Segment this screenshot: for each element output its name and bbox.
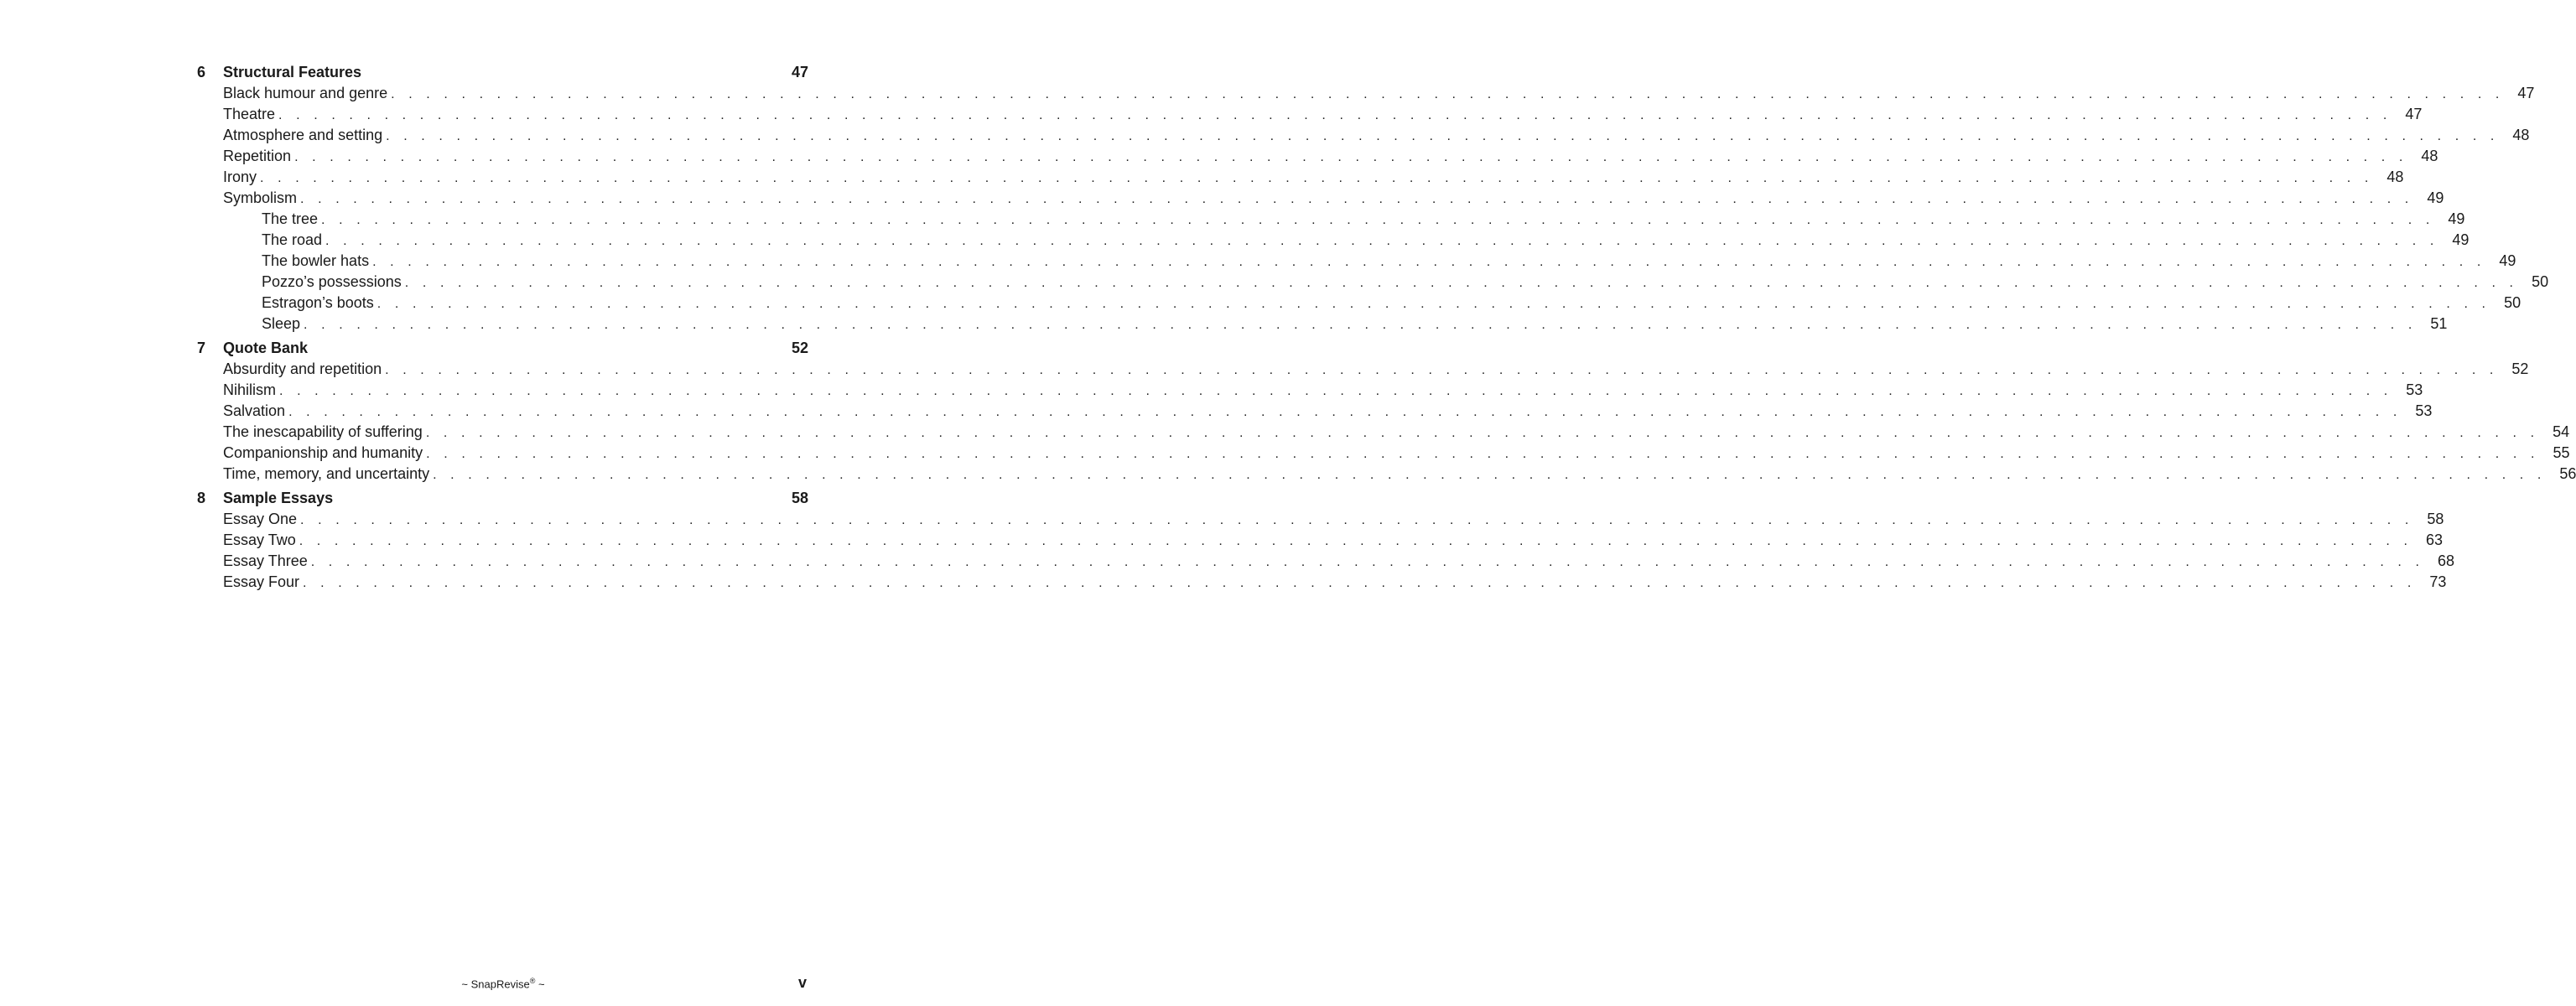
footer-suffix: ~ — [535, 977, 545, 991]
toc-entry[interactable] — [197, 443, 2570, 464]
dot-leader: . . . . . . . . . . . . . . . . . . . . . . . . . . . . . . . . . . . . . . . . . . . . . . . . . . . . . . . . . . . . . . . . . . . . . . . . . . . . . . . . . . . . . . . . . . . . . . . . . . . . . . . . . . . . . . . . . . . . . . . . — [294, 150, 2408, 164]
entry-page: 49 — [2448, 210, 2465, 227]
toc-subentry[interactable] — [197, 251, 2516, 272]
dot-leader: . . . . . . . . . . . . . . . . . . . . . . . . . . . . . . . . . . . . . . . . . . . . . . . . . . . . . . . . . . . . . . . . . . . . . . . . . . . . . . . . . . . . . . . . . . . . . . . . . . . . . . . . . . . . . . . . . . . . . . . . — [288, 405, 2402, 419]
entry-page: 47 — [2517, 85, 2535, 101]
chapter-page: 52 — [791, 340, 808, 356]
chapter-heading[interactable] — [197, 62, 808, 83]
entry-title: Theatre — [223, 106, 276, 122]
toc-chapter — [197, 488, 2455, 593]
dot-leader: . . . . . . . . . . . . . . . . . . . . . . . . . . . . . . . . . . . . . . . . . . . . . . . . . . . . . . . . . . . . . . . . . . . . . . . . . . . . . . . . . . . . . . . . . . . . . . . . . . . . . . . . . . . . . . . . . . . . . . . . — [325, 234, 2439, 248]
entry-page: 52 — [2511, 360, 2529, 377]
toc-entry[interactable] — [197, 83, 2535, 104]
dot-leader: . . . . . . . . . . . . . . . . . . . . . . . . . . . . . . . . . . . . . . . . . . . . . . . . . . . . . . . . . . . . . . . . . . . . . . . . . . . . . . . . . . . . . . . . . . . . . . . . . . . . . . . . . . . . . . . . . . . . . . . . — [304, 318, 2418, 332]
entry-page: 48 — [2421, 148, 2438, 164]
entry-page: 68 — [2438, 552, 2455, 569]
page-number: v — [798, 974, 808, 991]
dot-leader: . . . . . . . . . . . . . . . . . . . . . . . . . . . . . . . . . . . . . . . . . . . . . . . . . . . . . . . . . . . . . . . . . . . . . . . . . . . . . . . . . . . . . . . . . . . . . . . . . . . . . . . . . . . . . . . . . . . . . . . . — [300, 192, 2414, 206]
entry-page: 49 — [2427, 189, 2444, 206]
toc-entry[interactable] — [197, 551, 2455, 572]
chapter-title: Structural Features — [223, 64, 362, 80]
entry-title: The tree — [262, 210, 319, 227]
entry-title: Estragon’s boots — [262, 294, 374, 311]
entry-page: 49 — [2452, 231, 2470, 248]
chapter-page: 47 — [791, 64, 808, 80]
entry-title: Time, memory, and uncertainty — [223, 465, 430, 482]
toc-entry[interactable] — [197, 167, 2404, 188]
entry-title: The bowler hats — [262, 252, 370, 269]
dot-leader: . . . . . . . . . . . . . . . . . . . . . . . . . . . . . . . . . . . . . . . . . . . . . . . . . . . . . . . . . . . . . . . . . . . . . . . . . . . . . . . . . . . . . . . . . . . . . . . . . . . . . . . . . . . . . . . . . . . . . . . . — [386, 129, 2500, 143]
chapter-title: Quote Bank — [223, 340, 309, 356]
dot-leader: . . . . . . . . . . . . . . . . . . . . . . . . . . . . . . . . . . . . . . . . . . . . . . . . . . . . . . . . . . . . . . . . . . . . . . . . . . . . . . . . . . . . . . . . . . . . . . . . . . . . . . . . . . . . . . . . . . . . . . . . — [299, 534, 2413, 548]
chapter-number: 8 — [197, 490, 206, 506]
page-footer — [0, 972, 1006, 993]
entry-page: 48 — [2512, 127, 2530, 143]
dot-leader: . . . . . . . . . . . . . . . . . . . . . . . . . . . . . . . . . . . . . . . . . . . . . . . . . . . . . . . . . . . . . . . . . . . . . . . . . . . . . . . . . . . . . . . . . . . . . . . . . . . . . . . . . . . . . . . . . . . . . . . . — [279, 384, 2393, 398]
toc-entry[interactable] — [197, 359, 2529, 380]
dot-leader: . . . . . . . . . . . . . . . . . . . . . . . . . . . . . . . . . . . . . . . . . . . . . . . . . . . . . . . . . . . . . . . . . . . . . . . . . . . . . . . . . . . . . . . . . . . . . . . . . . . . . . . . . . . . . . . . . . . . . . . . — [391, 87, 2505, 101]
toc-entry[interactable] — [197, 509, 2444, 530]
dot-leader: . . . . . . . . . . . . . . . . . . . . . . . . . . . . . . . . . . . . . . . . . . . . . . . . . . . . . . . . . . . . . . . . . . . . . . . . . . . . . . . . . . . . . . . . . . . . . . . . . . . . . . . . . . . . . . . . . . . . . . . . — [426, 447, 2540, 461]
dot-leader: . . . . . . . . . . . . . . . . . . . . . . . . . . . . . . . . . . . . . . . . . . . . . . . . . . . . . . . . . . . . . . . . . . . . . . . . . . . . . . . . . . . . . . . . . . . . . . . . . . . . . . . . . . . . . . . . . . . . . . . . — [372, 255, 2486, 269]
dot-leader: . . . . . . . . . . . . . . . . . . . . . . . . . . . . . . . . . . . . . . . . . . . . . . . . . . . . . . . . . . . . . . . . . . . . . . . . . . . . . . . . . . . . . . . . . . . . . . . . . . . . . . . . . . . . . . . . . . . . . . . . — [310, 555, 2425, 569]
dot-leader: . . . . . . . . . . . . . . . . . . . . . . . . . . . . . . . . . . . . . . . . . . . . . . . . . . . . . . . . . . . . . . . . . . . . . . . . . . . . . . . . . . . . . . . . . . . . . . . . . . . . . . . . . . . . . . . . . . . . . . . . — [278, 108, 2392, 122]
dot-leader: . . . . . . . . . . . . . . . . . . . . . . . . . . . . . . . . . . . . . . . . . . . . . . . . . . . . . . . . . . . . . . . . . . . . . . . . . . . . . . . . . . . . . . . . . . . . . . . . . . . . . . . . . . . . . . . . . . . . . . . . — [385, 363, 2499, 377]
footer-brand-name: SnapRevise — [470, 977, 530, 991]
entry-page: 50 — [2532, 273, 2549, 290]
dot-leader: . . . . . . . . . . . . . . . . . . . . . . . . . . . . . . . . . . . . . . . . . . . . . . . . . . . . . . . . . . . . . . . . . . . . . . . . . . . . . . . . . . . . . . . . . . . . . . . . . . . . . . . . . . . . . . . . . . . . . . . . — [300, 513, 2414, 527]
entry-title: Absurdity and repetition — [223, 360, 382, 377]
entry-title: Black humour and genre — [223, 85, 388, 101]
dot-leader: . . . . . . . . . . . . . . . . . . . . . . . . . . . . . . . . . . . . . . . . . . . . . . . . . . . . . . . . . . . . . . . . . . . . . . . . . . . . . . . . . . . . . . . . . . . . . . . . . . . . . . . . . . . . . . . . . . . . . . . . — [321, 213, 2435, 227]
entry-title: Essay Three — [223, 552, 308, 569]
chapter-page: 58 — [791, 490, 808, 506]
entry-title: Irony — [223, 169, 257, 185]
toc-chapter — [197, 62, 2549, 334]
entry-page: 49 — [2499, 252, 2516, 269]
dot-leader: . . . . . . . . . . . . . . . . . . . . . . . . . . . . . . . . . . . . . . . . . . . . . . . . . . . . . . . . . . . . . . . . . . . . . . . . . . . . . . . . . . . . . . . . . . . . . . . . . . . . . . . . . . . . . . . . . . . . . . . . — [433, 468, 2547, 482]
toc-chapter — [197, 338, 2576, 485]
toc-entry[interactable] — [197, 464, 2576, 485]
chapter-number: 6 — [197, 64, 206, 80]
entry-page: 51 — [2430, 315, 2448, 332]
entry-page: 53 — [2415, 402, 2433, 419]
chapter-heading[interactable] — [197, 488, 808, 509]
entry-title: The inescapability of suffering — [223, 423, 423, 440]
dot-leader: . . . . . . . . . . . . . . . . . . . . . . . . . . . . . . . . . . . . . . . . . . . . . . . . . . . . . . . . . . . . . . . . . . . . . . . . . . . . . . . . . . . . . . . . . . . . . . . . . . . . . . . . . . . . . . . . . . . . . . . . — [425, 426, 2540, 440]
entry-page: 53 — [2406, 381, 2423, 398]
dot-leader: . . . . . . . . . . . . . . . . . . . . . . . . . . . . . . . . . . . . . . . . . . . . . . . . . . . . . . . . . . . . . . . . . . . . . . . . . . . . . . . . . . . . . . . . . . . . . . . . . . . . . . . . . . . . . . . . . . . . . . . . — [404, 276, 2519, 290]
entry-title: Companionship and humanity — [223, 444, 423, 461]
chapter-number: 7 — [197, 340, 206, 356]
toc-subentry[interactable] — [197, 293, 2521, 314]
toc-entry[interactable] — [197, 380, 2423, 401]
entry-title: Essay Four — [223, 573, 300, 590]
entry-title: Pozzo’s possessions — [262, 273, 402, 290]
entry-page: 73 — [2429, 573, 2447, 590]
entry-title: The road — [262, 231, 323, 248]
toc-entry[interactable] — [197, 401, 2433, 422]
entry-page: 50 — [2504, 294, 2521, 311]
entry-page: 47 — [2405, 106, 2423, 122]
toc-subentry[interactable] — [197, 209, 2465, 230]
entry-page: 63 — [2426, 532, 2444, 548]
dot-leader: . . . . . . . . . . . . . . . . . . . . . . . . . . . . . . . . . . . . . . . . . . . . . . . . . . . . . . . . . . . . . . . . . . . . . . . . . . . . . . . . . . . . . . . . . . . . . . . . . . . . . . . . . . . . . . . . . . . . . . . . — [303, 576, 2417, 590]
toc-entry[interactable] — [197, 104, 2423, 125]
toc-entry[interactable] — [197, 572, 2447, 593]
footer-prefix: ~ — [461, 977, 471, 991]
entry-page: 55 — [2553, 444, 2570, 461]
entry-title: Essay One — [223, 511, 298, 527]
toc-subentry[interactable] — [197, 314, 2448, 334]
table-of-contents — [197, 62, 2576, 596]
entry-title: Salvation — [223, 402, 286, 419]
toc-entry[interactable] — [197, 188, 2444, 209]
registered-mark: ® — [529, 977, 536, 985]
entry-page: 56 — [2559, 465, 2576, 482]
toc-entry[interactable] — [197, 146, 2438, 167]
entry-title: Repetition — [223, 148, 292, 164]
entry-page: 48 — [2386, 169, 2404, 185]
chapter-heading[interactable] — [197, 338, 808, 359]
dot-leader: . . . . . . . . . . . . . . . . . . . . . . . . . . . . . . . . . . . . . . . . . . . . . . . . . . . . . . . . . . . . . . . . . . . . . . . . . . . . . . . . . . . . . . . . . . . . . . . . . . . . . . . . . . . . . . . . . . . . . . . . — [377, 297, 2491, 311]
toc-entry[interactable] — [197, 422, 2570, 443]
entry-title: Essay Two — [223, 532, 296, 548]
dot-leader: . . . . . . . . . . . . . . . . . . . . . . . . . . . . . . . . . . . . . . . . . . . . . . . . . . . . . . . . . . . . . . . . . . . . . . . . . . . . . . . . . . . . . . . . . . . . . . . . . . . . . . . . . . . . . . . . . . . . . . . . — [260, 171, 2374, 185]
entry-title: Symbolism — [223, 189, 298, 206]
toc-subentry[interactable] — [197, 230, 2470, 251]
toc-subentry[interactable] — [197, 272, 2549, 293]
entry-title: Nihilism — [223, 381, 276, 398]
entry-title: Sleep — [262, 315, 301, 332]
toc-entry[interactable] — [197, 125, 2530, 146]
footer-brand — [0, 977, 1006, 990]
entry-title: Atmosphere and setting — [223, 127, 383, 143]
entry-page: 58 — [2427, 511, 2444, 527]
entry-page: 54 — [2553, 423, 2570, 440]
chapter-title: Sample Essays — [223, 490, 334, 506]
toc-entry[interactable] — [197, 530, 2444, 551]
